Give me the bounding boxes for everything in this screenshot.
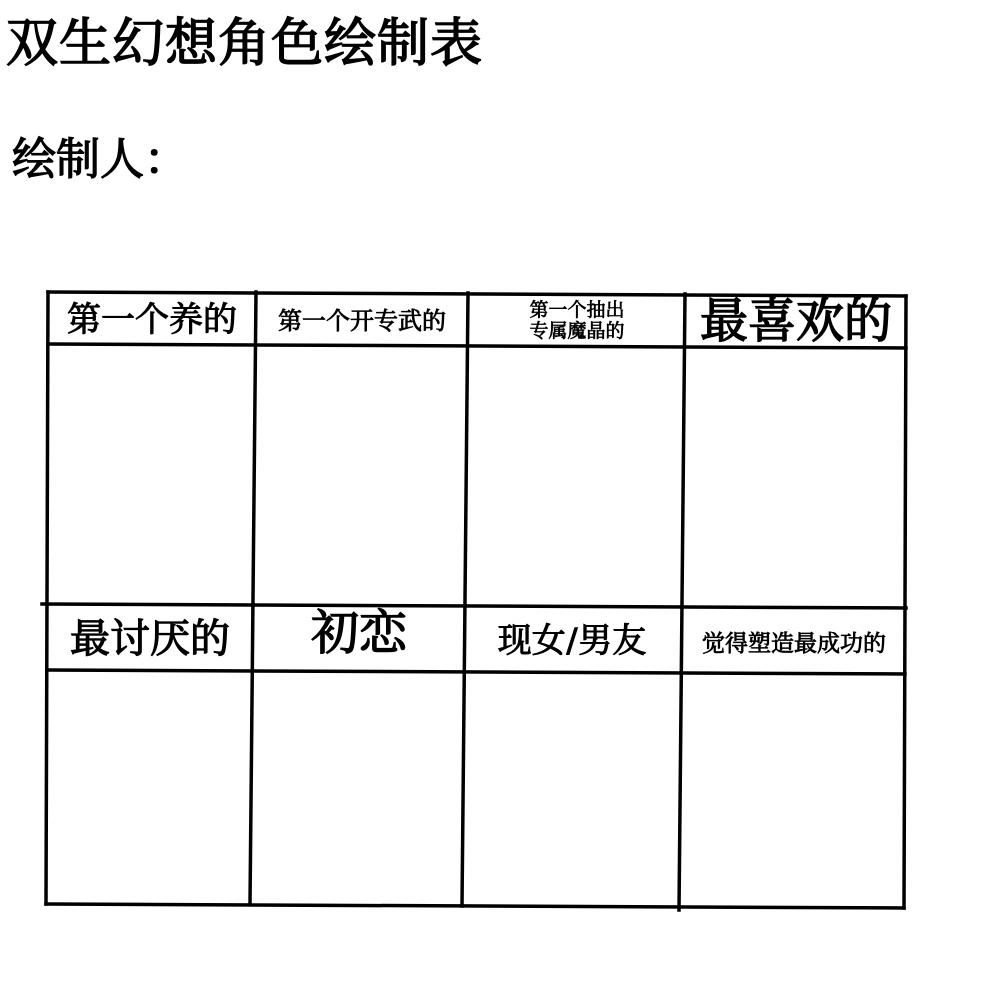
cell-label-most-disliked: 最讨厌的: [70, 615, 230, 662]
cell-label-first-raised: 第一个养的: [67, 300, 237, 340]
drawing-cell[interactable]: [50, 676, 246, 900]
drawing-cell[interactable]: [685, 678, 901, 904]
page-title: 双生幻想角色绘制表: [6, 13, 484, 74]
cell-label-line: 第一个抽出: [529, 299, 625, 322]
drawing-cell[interactable]: [256, 676, 460, 902]
drawing-cell[interactable]: [52, 348, 250, 602]
cell-label-first-love: 初恋: [310, 605, 407, 661]
cell-label-line: 专属魔晶的: [529, 320, 625, 342]
cell-label-best-characterized: 觉得塑造最成功的: [702, 629, 886, 657]
cell-label-first-exclusive-crystal: [470, 297, 684, 345]
drawing-cell[interactable]: [260, 348, 464, 604]
grid-line: [46, 292, 48, 904]
cell-label-current-partner: 现女/男友: [497, 621, 647, 661]
cell-label-first-exclusive-weapon: 第一个开专武的: [278, 306, 446, 335]
author-label: 绘制人：: [12, 134, 188, 185]
cell-label-favorite: 最喜欢的: [699, 293, 892, 349]
grid-line: [904, 296, 906, 908]
drawing-cell[interactable]: [472, 350, 681, 605]
drawing-cell[interactable]: [468, 677, 676, 903]
grid-line: [46, 904, 904, 908]
drawing-cell[interactable]: [689, 351, 902, 605]
